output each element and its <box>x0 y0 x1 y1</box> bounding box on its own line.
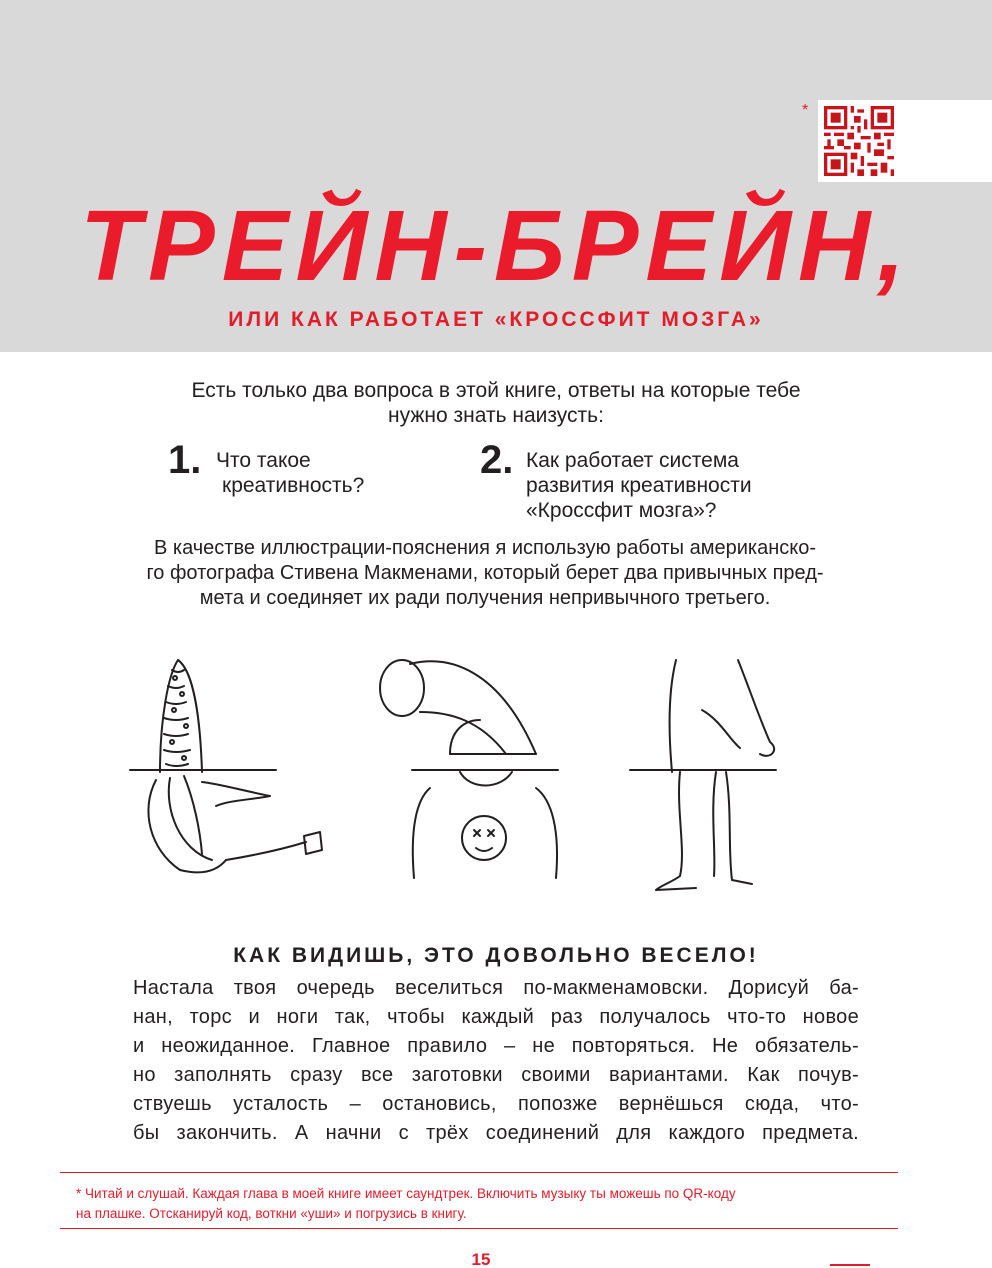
footnote-divider <box>60 1172 898 1173</box>
question-line: Как работает система <box>526 449 739 472</box>
legs-drawing <box>630 660 776 890</box>
page-number: 15 <box>471 1250 491 1268</box>
paragraph-line: ствуешь усталость – остановись, попозже вернёшься сюда, что- <box>133 1093 859 1115</box>
footnote-divider <box>60 1228 898 1229</box>
question-line: «Кроссфит мозга»? <box>526 499 717 522</box>
page-title: ТРЕЙН-БРЕЙН, <box>79 190 913 302</box>
question-text <box>216 448 364 498</box>
question-line: Что такое <box>216 449 311 472</box>
hammer-torso-drawing <box>380 660 558 878</box>
section-heading: КАК ВИДИШЬ, ЭТО ДОВОЛЬНО ВЕСЕЛО! <box>233 944 759 967</box>
paragraph-line: го фотографа Стивена Макменами, который берет два привычных пред- <box>146 562 824 584</box>
paragraph-line: и неожиданное. Главное правило – не повторяться. Не обязатель- <box>133 1035 859 1057</box>
question-line: развития креативности <box>526 474 752 497</box>
intro-line: нужно знать наизусть: <box>388 404 604 427</box>
qr-code-icon[interactable] <box>824 106 894 176</box>
footnote-line: * Читай и слушай. Каждая глава в моей книге имеет саундтрек. Включить музыку ты можешь по QR-коду <box>76 1186 736 1201</box>
page-subtitle: ИЛИ КАК РАБОТАЕТ «КРОССФИТ МОЗГА» <box>228 308 764 331</box>
intro-paragraph <box>100 378 892 428</box>
paragraph-line: но заполнять сразу все заготовки своими вариантами. Как почув- <box>133 1064 859 1086</box>
question-line: креативность? <box>222 474 365 497</box>
paragraph-line: Настала твоя очередь веселиться по-макменамовски. Дорисуй ба- <box>133 977 859 999</box>
paragraph-line: бы закончить. А начни с трёх соединений для каждого предмета. <box>133 1122 859 1144</box>
corn-banana-drawing <box>130 660 322 872</box>
question-text <box>526 448 752 523</box>
intro-line: Есть только два вопроса в этой книге, ответы на которые тебе <box>191 379 801 402</box>
paragraph-line: нан, торс и ноги так, чтобы каждый раз получалось что-то новое <box>133 1006 859 1028</box>
paragraph-line: мета и соединяет их ради получения непривычного третьего. <box>199 587 771 609</box>
page-mark <box>830 1264 870 1266</box>
section-paragraph <box>133 974 859 1148</box>
question-number: 1. <box>168 438 202 482</box>
illustrations <box>120 650 880 900</box>
footnote-line: на плашке. Отсканируй код, воткни «уши» и погрузись в книгу. <box>76 1206 467 1221</box>
question-number: 2. <box>480 438 514 482</box>
footnote <box>76 1184 906 1224</box>
explanation-paragraph <box>110 536 860 611</box>
paragraph-line: В качестве иллюстрации-пояснения я использую работы американско- <box>153 537 817 559</box>
qr-footnote-star: * <box>802 102 809 119</box>
